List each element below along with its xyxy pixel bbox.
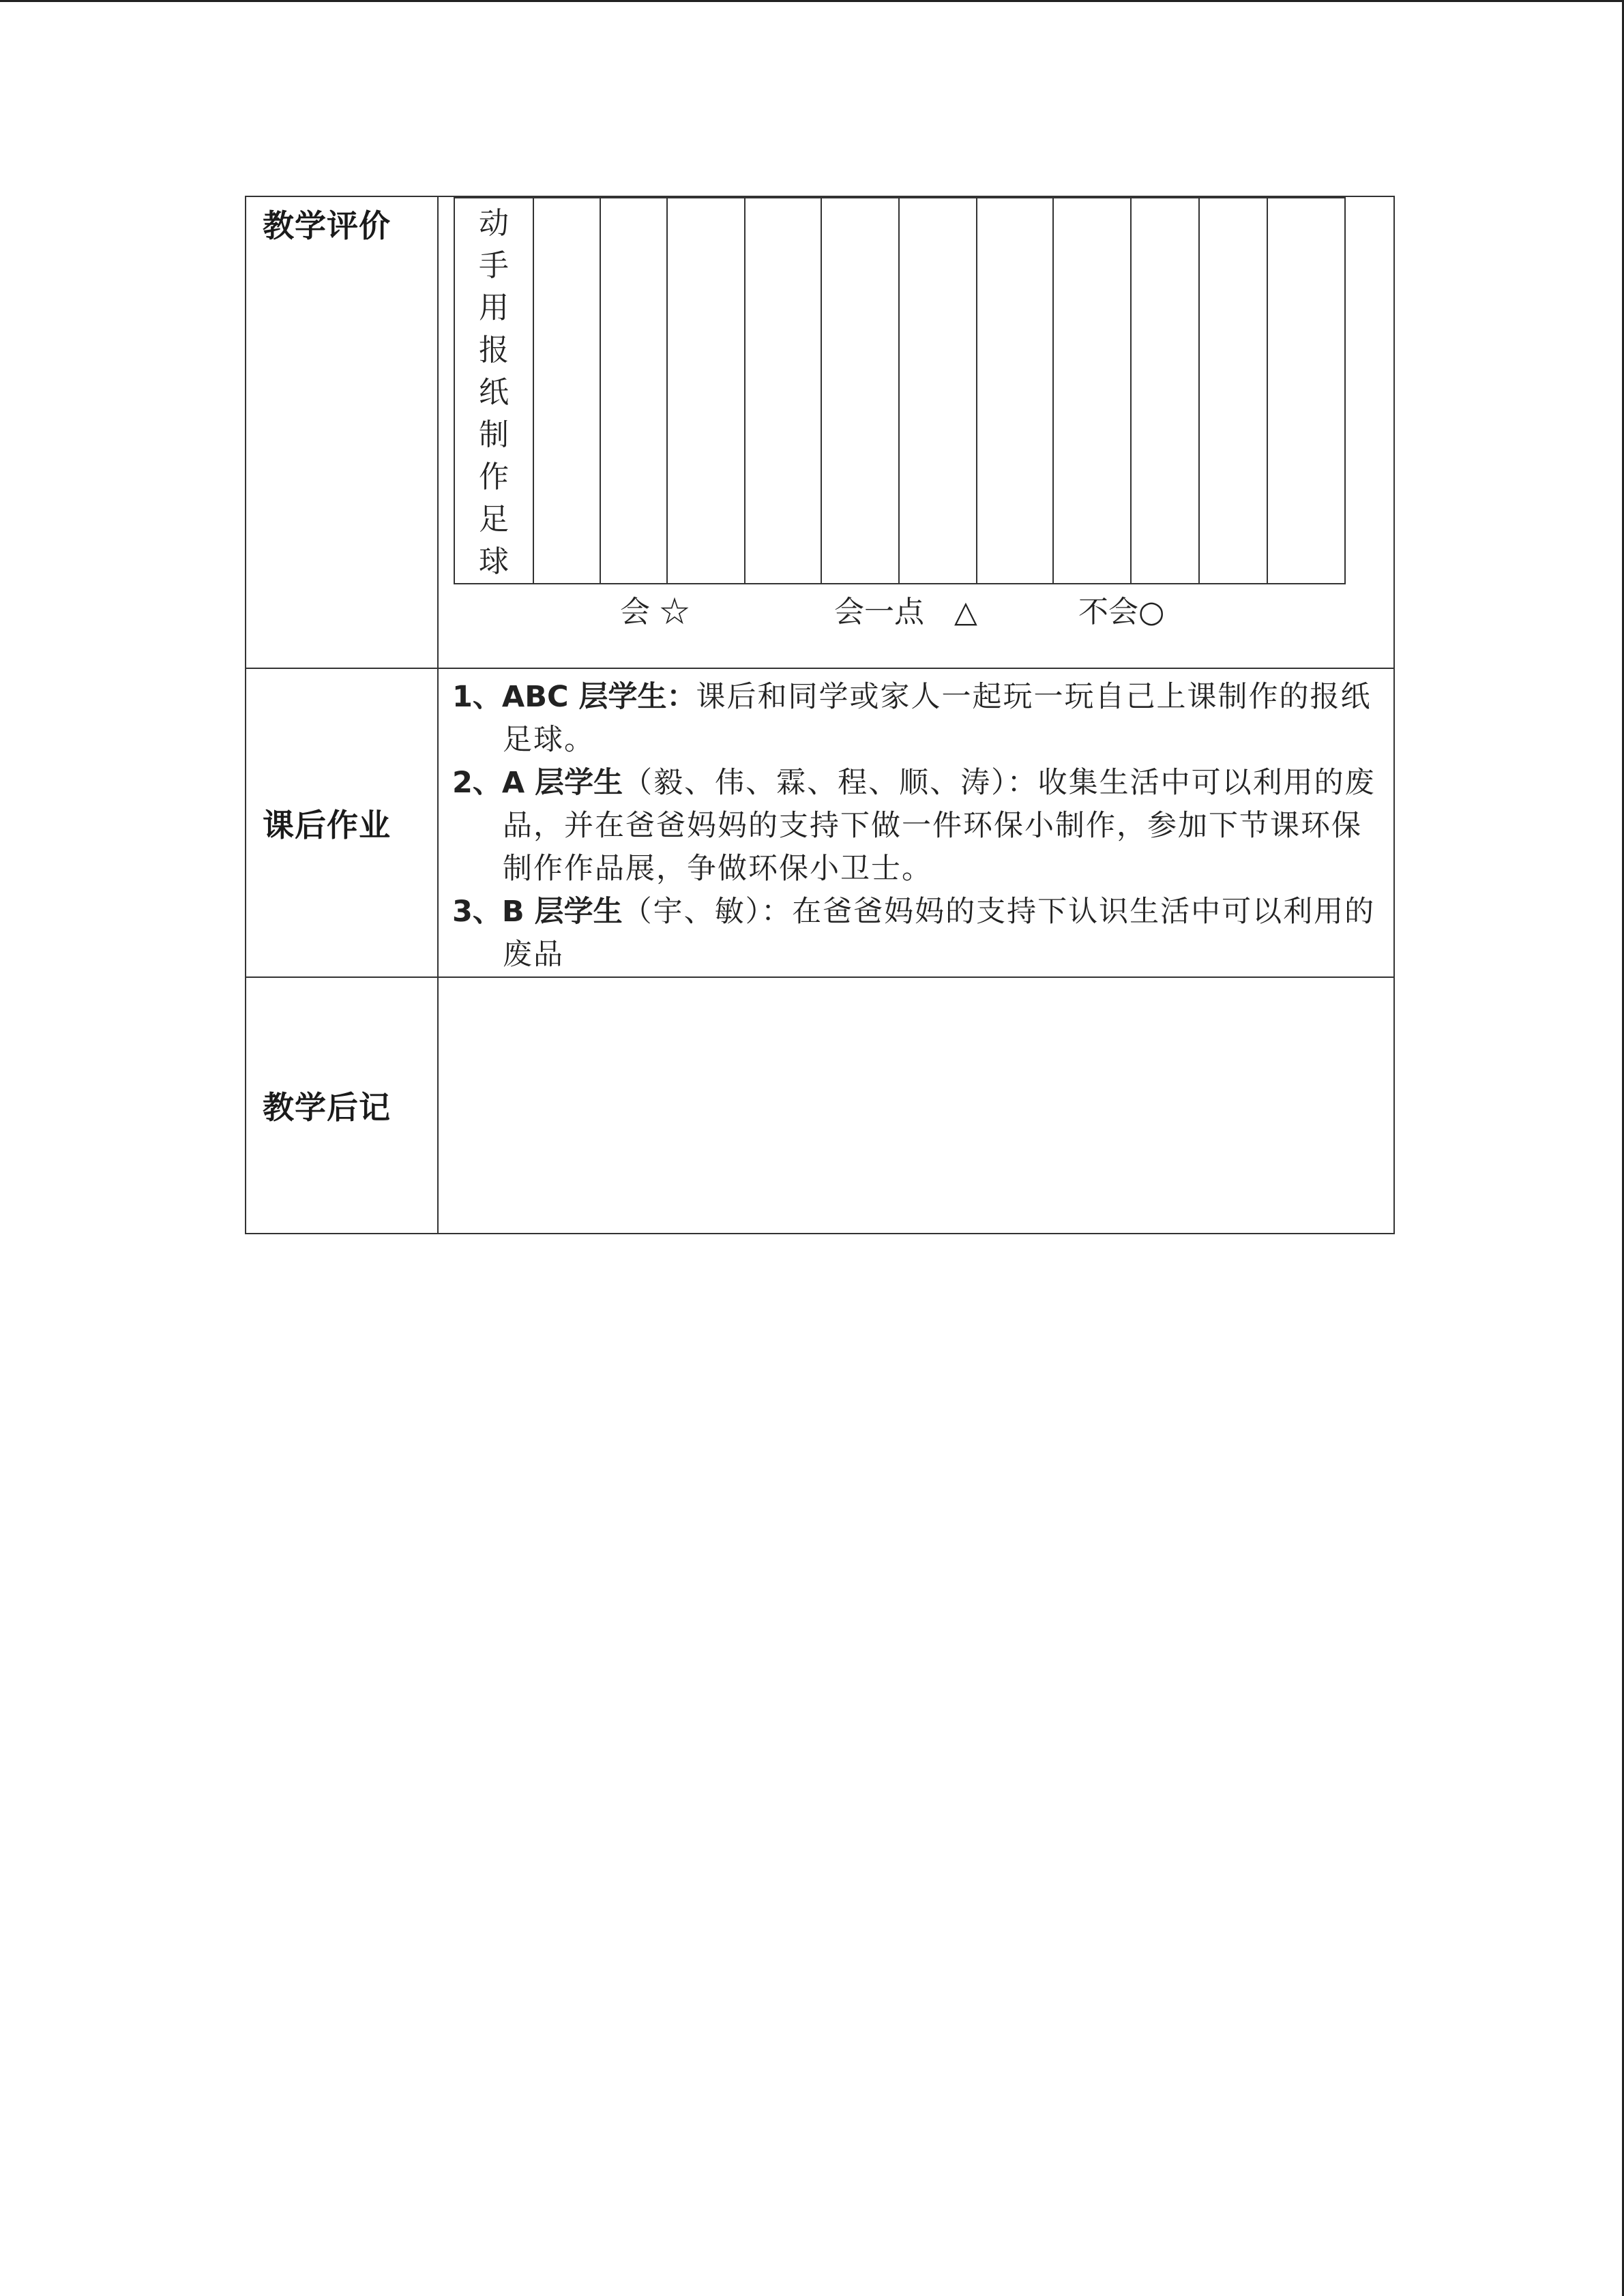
item-char: 制 — [479, 417, 509, 452]
homework-item-lead: 1、ABC 层学生： — [452, 680, 696, 714]
item-char: 作 — [479, 460, 509, 494]
homework-item-text: 课后和同学或家人一起玩一玩自己上课制作的报纸足球。 — [503, 680, 1372, 757]
legend-partly: 会一点 △ — [834, 595, 977, 629]
afterword-label: 教学后记 — [246, 977, 438, 1234]
evaluation-content — [438, 196, 1394, 668]
evaluation-row — [246, 196, 1394, 668]
homework-item — [452, 762, 1380, 891]
student-score-cell — [1199, 198, 1267, 584]
item-char: 纸 — [479, 375, 509, 410]
afterword-content — [438, 977, 1394, 1234]
homework-item-text: （毅、伟、霖、程、顺、涛）：收集生活中可以利用的废品，并在爸爸妈妈的支持下做一件环保小制作，参加下节课环保制作作品展，争做环保小卫士。 — [503, 766, 1376, 886]
legend-cannot: 不会○ — [1078, 595, 1165, 629]
evaluation-item-cell — [454, 198, 533, 584]
item-char: 报 — [479, 333, 509, 368]
evaluation-label: 教学评价 — [246, 196, 438, 668]
student-score-cell — [1267, 198, 1345, 584]
homework-content — [438, 668, 1394, 977]
student-score-cell — [1131, 198, 1199, 584]
evaluation-legend — [439, 587, 1395, 628]
homework-item — [452, 676, 1380, 762]
homework-item-text: （宇、敏）：在爸爸妈妈的支持下认识生活中可以利用的废品 — [503, 895, 1376, 972]
evaluation-grid — [454, 197, 1346, 584]
homework-label: 课后作业 — [246, 668, 438, 977]
page-top-edge — [0, 0, 1624, 2]
item-char: 动 — [479, 206, 509, 241]
homework-item — [452, 891, 1380, 976]
student-score-cell — [977, 198, 1053, 584]
item-char: 足 — [479, 502, 509, 537]
student-score-cell — [745, 198, 821, 584]
student-score-cell — [600, 198, 667, 584]
item-char: 手 — [479, 248, 509, 283]
lesson-plan-table — [245, 196, 1395, 1234]
afterword-row — [246, 977, 1394, 1234]
item-char: 球 — [479, 544, 509, 579]
student-score-cell — [667, 198, 745, 584]
homework-item-lead: 3、B 层学生 — [452, 895, 623, 929]
homework-row — [246, 668, 1394, 977]
student-score-cell — [533, 198, 600, 584]
legend-can: 会 ☆ — [620, 595, 690, 629]
homework-item-lead: 2、A 层学生 — [452, 766, 623, 800]
item-char: 用 — [479, 290, 509, 325]
student-score-cell — [821, 198, 899, 584]
student-score-cell — [899, 198, 977, 584]
student-score-cell — [1053, 198, 1131, 584]
